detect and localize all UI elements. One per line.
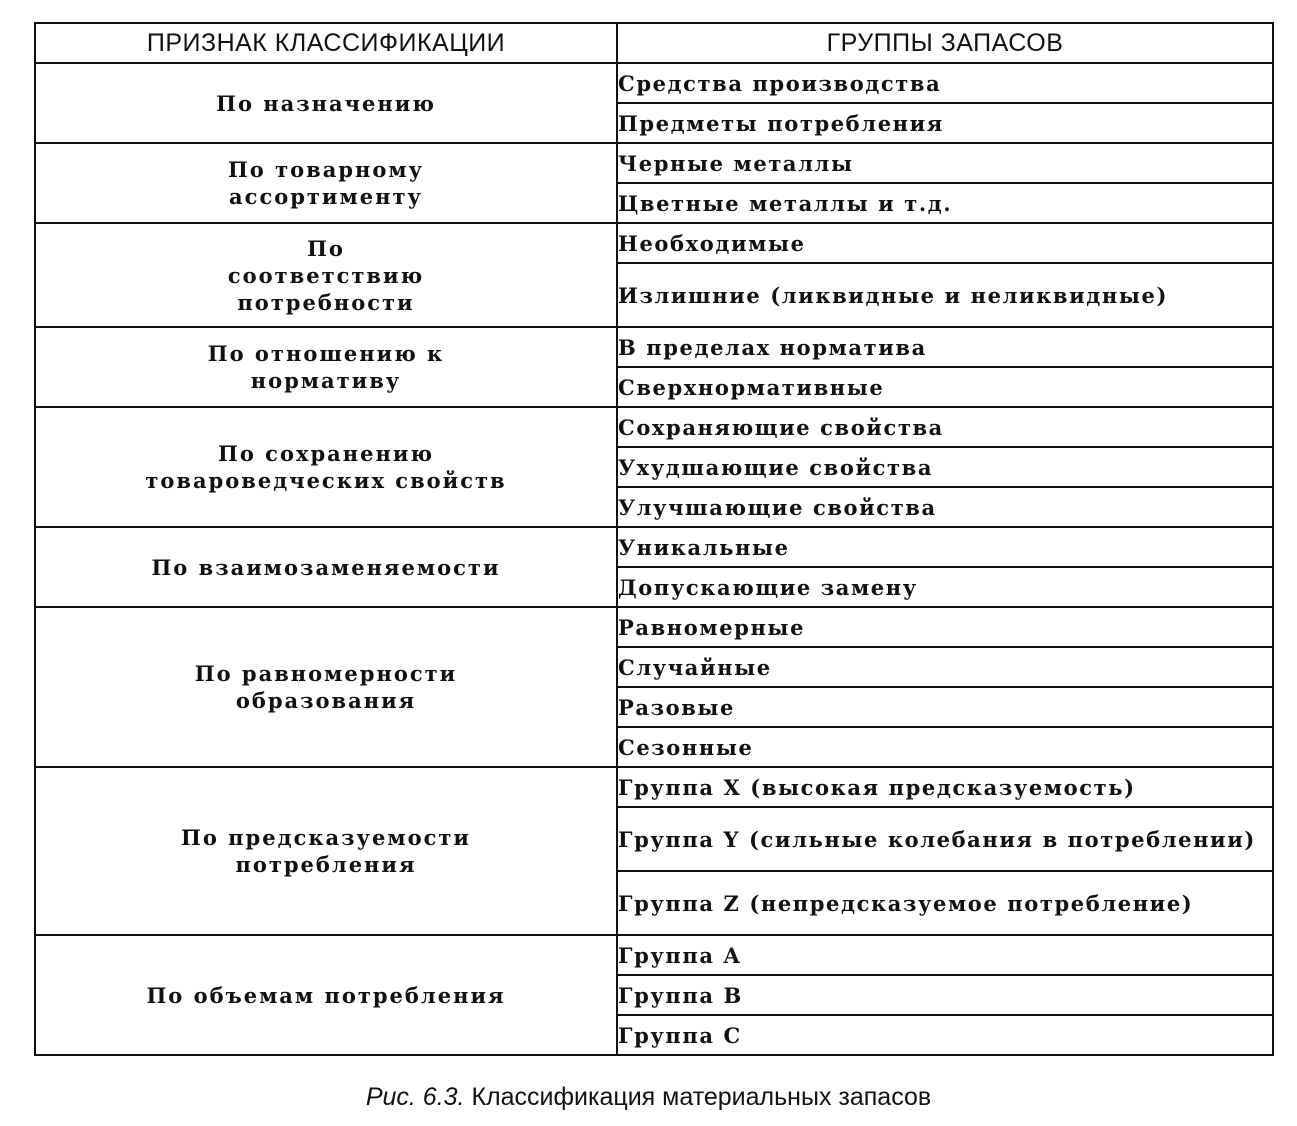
- table-row: [35, 935, 1273, 975]
- table-row: [35, 527, 1273, 567]
- group-cell: Ухудшающие свойства: [617, 447, 1273, 487]
- group-cell: Средства производства: [617, 63, 1273, 103]
- group-cell: Случайные: [617, 647, 1273, 687]
- criterion-cell: По сохранению товароведческих свойств: [35, 407, 617, 527]
- group-cell: Сверхнормативные: [617, 367, 1273, 407]
- classification-table: [34, 22, 1274, 1056]
- group-cell: Группа A: [617, 935, 1273, 975]
- group-cell: Группа Z (непредсказуемое потребление): [617, 871, 1273, 935]
- group-cell: Уникальные: [617, 527, 1273, 567]
- group-cell: Черные металлы: [617, 143, 1273, 183]
- group-cell: Группа C: [617, 1015, 1273, 1055]
- criterion-cell: По товарному ассортименту: [35, 143, 617, 223]
- figure-label: Рис. 6.3.: [365, 1083, 465, 1111]
- table-row: [35, 767, 1273, 807]
- group-cell: Разовые: [617, 687, 1273, 727]
- table-row: [35, 607, 1273, 647]
- group-cell: Допускающие замену: [617, 567, 1273, 607]
- table-row: [35, 327, 1273, 367]
- table-row: [35, 407, 1273, 447]
- group-cell: Необходимые: [617, 223, 1273, 263]
- group-cell: Группа Y (сильные колебания в потреблении): [617, 807, 1273, 871]
- table-row: [35, 63, 1273, 103]
- group-cell: В пределах норматива: [617, 327, 1273, 367]
- group-cell: Равномерные: [617, 607, 1273, 647]
- header-row: [35, 23, 1273, 63]
- group-cell: Группа B: [617, 975, 1273, 1015]
- figure-caption: [0, 1083, 1297, 1112]
- criterion-cell: По отношению к нормативу: [35, 327, 617, 407]
- criterion-cell: По равномерности образования: [35, 607, 617, 767]
- group-cell: Сохраняющие свойства: [617, 407, 1273, 447]
- table-row: [35, 223, 1273, 263]
- criterion-cell: По предсказуемости потребления: [35, 767, 617, 935]
- group-cell: Излишние (ликвидные и неликвидные): [617, 263, 1273, 327]
- group-cell: Сезонные: [617, 727, 1273, 767]
- header-criterion: ПРИЗНАК КЛАССИФИКАЦИИ: [35, 23, 617, 63]
- figure-title: Классификация материальных запасов: [471, 1083, 932, 1111]
- header-groups: ГРУППЫ ЗАПАСОВ: [617, 23, 1273, 63]
- group-cell: Группа X (высокая предсказуемость): [617, 767, 1273, 807]
- group-cell: Предметы потребления: [617, 103, 1273, 143]
- criterion-cell: По объемам потребления: [35, 935, 617, 1055]
- table-row: [35, 143, 1273, 183]
- criterion-cell: По соответствию потребности: [35, 223, 617, 327]
- group-cell: Улучшающие свойства: [617, 487, 1273, 527]
- criterion-cell: По взаимозаменяемости: [35, 527, 617, 607]
- criterion-cell: По назначению: [35, 63, 617, 143]
- group-cell: Цветные металлы и т.д.: [617, 183, 1273, 223]
